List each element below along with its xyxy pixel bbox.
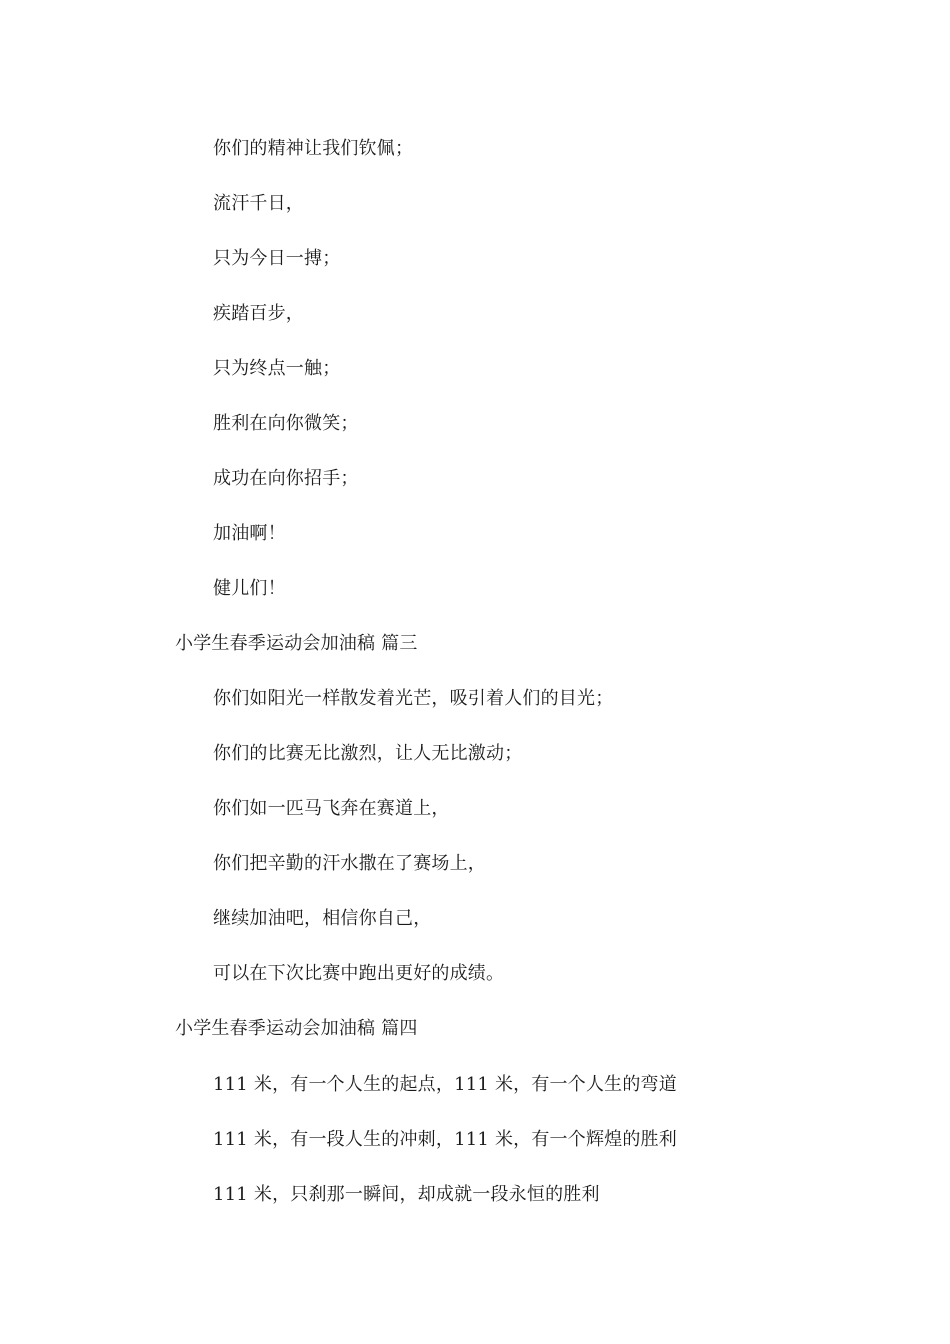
section-heading-4: 小学生春季运动会加油稿 篇四 bbox=[175, 1018, 418, 1039]
paragraph-line: 疾踏百步， bbox=[213, 303, 304, 324]
paragraph-line: 111 米，只刹那一瞬间，却成就一段永恒的胜利 bbox=[213, 1184, 600, 1205]
paragraph-line: 流汗千日， bbox=[213, 193, 304, 214]
paragraph-line: 加油啊！ bbox=[213, 523, 286, 544]
paragraph-line: 健儿们！ bbox=[213, 578, 286, 599]
paragraph-line: 你们把辛勤的汗水撒在了赛场上， bbox=[213, 853, 486, 874]
paragraph-line: 成功在向你招手； bbox=[213, 468, 359, 489]
paragraph-line: 你们如阳光一样散发着光芒，吸引着人们的目光； bbox=[213, 688, 614, 709]
paragraph-line: 你们如一匹马飞奔在赛道上， bbox=[213, 798, 450, 819]
paragraph-line: 胜利在向你微笑； bbox=[213, 413, 359, 434]
section-heading-3: 小学生春季运动会加油稿 篇三 bbox=[175, 633, 418, 654]
paragraph-line: 111 米，有一个人生的起点，111 米，有一个人生的弯道 bbox=[213, 1074, 677, 1095]
paragraph-line: 你们的精神让我们钦佩； bbox=[213, 138, 414, 159]
paragraph-line: 只为今日一搏； bbox=[213, 248, 341, 269]
paragraph-line: 只为终点一触； bbox=[213, 358, 341, 379]
paragraph-line: 你们的比赛无比激烈，让人无比激动； bbox=[213, 743, 523, 764]
paragraph-line: 111 米，有一段人生的冲刺，111 米，有一个辉煌的胜利 bbox=[213, 1129, 677, 1150]
paragraph-line: 继续加油吧，相信你自己， bbox=[213, 908, 432, 929]
paragraph-line: 可以在下次比赛中跑出更好的成绩。 bbox=[213, 963, 505, 984]
